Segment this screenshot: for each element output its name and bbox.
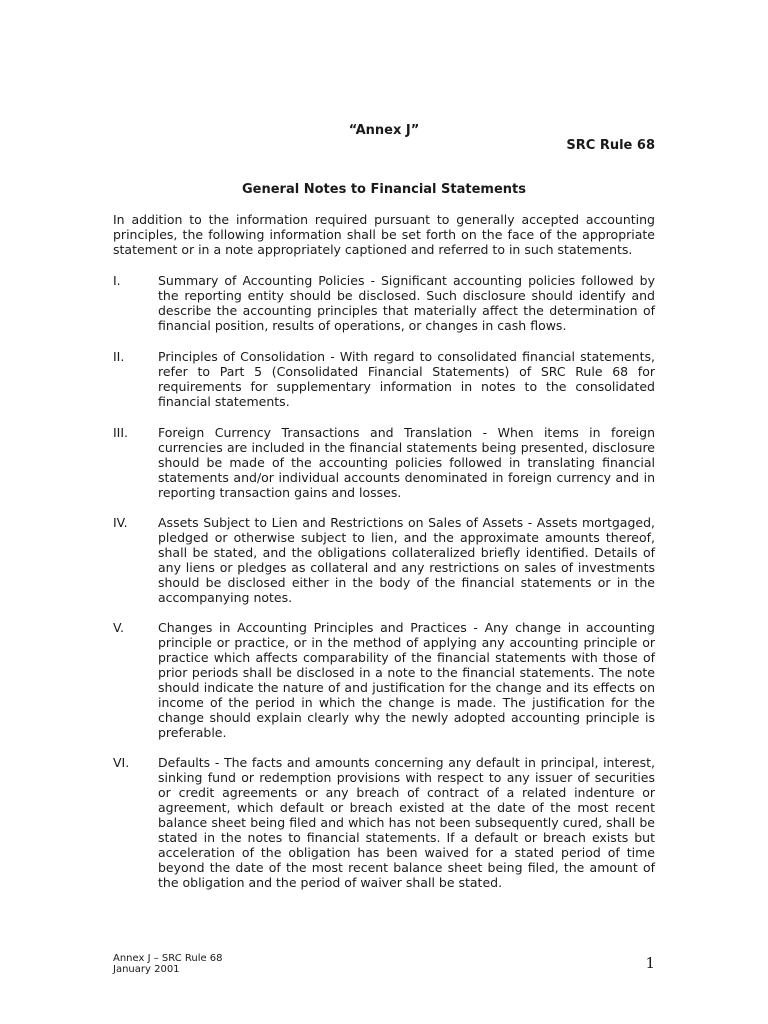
note-number: II. [113,349,125,364]
note-text: Summary of Accounting Policies - Significant accounting policies followed by the reporting entity should be disclosed. Such disclosure should identify and describe the accounting principles that materially affect the determination of financial position, results of operations, or changes in cash flows. [158,273,655,333]
note-number: IV. [113,515,128,530]
note-number: VI. [113,755,130,770]
note-number: V. [113,620,124,635]
note-text: Changes in Accounting Principles and Practices - Any change in accounting principle or practice, or in the method of applying any accounting principle or practice which affects comparability of the financial statements with those of prior periods shall be disclosed in a note to the financial statements. The note should indicate the nature of and justification for the change and its effects on income of the period in which the change is made. The justification for the change should explain clearly why the newly adopted accounting principle is preferable. [158,620,655,740]
note-item-iii [113,425,655,500]
rule-reference: SRC Rule 68 [566,138,655,153]
note-item-vi [113,755,655,890]
note-item-ii [113,349,655,409]
intro-paragraph: In addition to the information required pursuant to generally accepted accounting principles, the following information shall be set forth on the face of the appropriate statement or in a note appropriately captioned and referred to in such statements. [113,212,655,257]
note-number: I. [113,273,121,288]
document-heading: General Notes to Financial Statements [242,182,526,197]
note-text: Defaults - The facts and amounts concerning any default in principal, interest, sinking fund or redemption provisions with respect to any issuer of securities or credit agreements or any breach of contract of a related indenture or agreement, which default or breach existed at the date of the most recent balance sheet being filed and which has not been subsequently cured, shall be stated in the notes to financial statements. If a default or breach exists but acceleration of the obligation has been waived for a stated period of time beyond the date of the most recent balance sheet being filed, the amount of the obligation and the period of waiver shall be stated. [158,755,655,890]
note-item-v [113,620,655,740]
note-item-i [113,273,655,333]
note-number: III. [113,425,129,440]
annex-title: “Annex J” [348,123,420,138]
note-text: Assets Subject to Lien and Restrictions on Sales of Assets - Assets mortgaged, pledged or otherwise subject to lien, and the approximate amounts thereof, shall be stated, and the obligations collateralized briefly identified. Details of any liens or pledges as collateral and any restrictions on sales of investments should be disclosed either in the body of the financial statements or in the accompanying notes. [158,515,655,605]
footer-line-2: January 2001 [113,964,180,975]
note-item-iv [113,515,655,605]
footer-line-1: Annex J – SRC Rule 68 [113,953,223,964]
note-text: Principles of Consolidation - With regard to consolidated financial statements, refer to Part 5 (Consolidated Financial Statements) of SRC Rule 68 for requirements for supplementary information in notes to the consolidated financial statements. [158,349,655,409]
footer-reference [113,953,223,975]
note-text: Foreign Currency Transactions and Translation - When items in foreign currencies are included in the financial statements being presented, disclosure should be made of the accounting policies followed in translating financial statements and/or individual accounts denominated in foreign currency and in reporting transaction gains and losses. [158,425,655,500]
page-number: 1 [645,954,655,972]
